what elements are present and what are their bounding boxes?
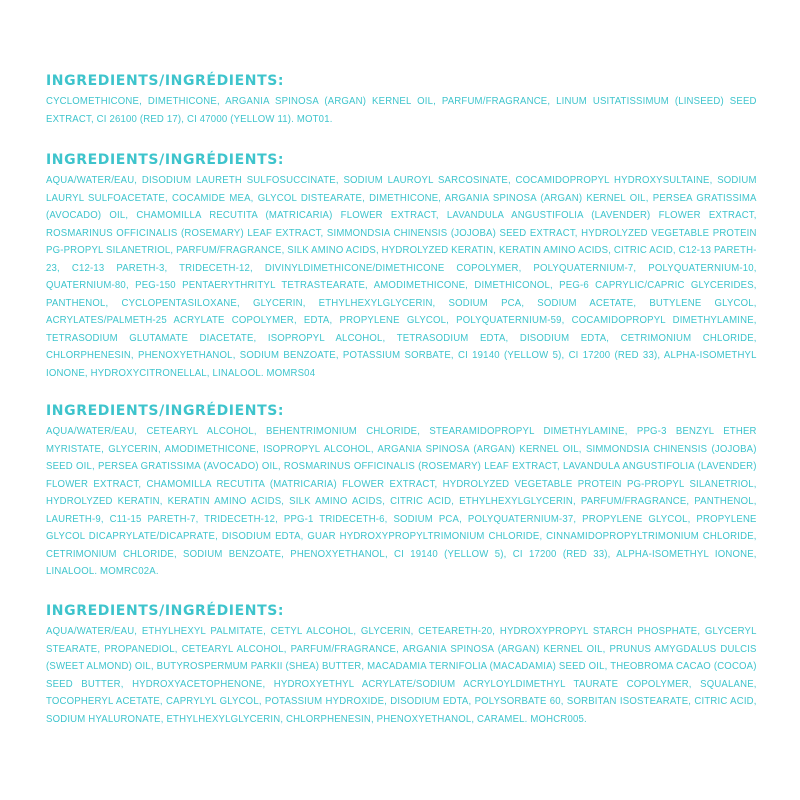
section-heading: INGREDIENTS/INGRÉDIENTS: (46, 73, 285, 89)
ingredients-list: AQUA/WATER/EAU, DISODIUM LAURETH SULFOSUCCINATE, SODIUM LAUROYL SARCOSINATE, COCAMIDOPROPYL HYDROXYSULTAINE, SODIUM LAURYL SULFOACETATE, COCAMIDE MEA, GLYCOL DISTEARATE, DIMETHICONE, ARGANIA SPINOSA (ARGAN) KERNEL OIL, PERSEA GRATISSIMA (AVOCADO) OIL, CHAMOMILLA RECUTITA (MATRICARIA) FLOWER EXTRACT, LAVANDULA ANGUSTIFOLIA (LAVENDER) FLOWER EXTRACT, ROSMARINUS OFFICINALIS (ROSEMARY) LEAF EXTRACT, SIMMONDSIA CHINENSIS (JOJOBA) SEED EXTRACT, HYDROLYZED VEGETABLE PROTEIN PG-PROPYL SILANETRIOL, PARFUM/FRAGRANCE, SILK AMINO ACIDS, HYDROLYZED KERATIN, KERATIN AMINO ACIDS, CITRIC ACID, C12-13 PARETH-23, C12-13 PARETH-3, TRIDECETH-12, DIVINYLDIMETHICONE/DIMETHICONE COPOLYMER, POLYQUATERNIUM-7, POLYQUATERNIUM-10, QUATERNIUM-80, PEG-150 PENTAERYTHRITYL TETRASTEARATE, AMODIMETHICONE, DIMETHICONOL, PEG-6 CAPRYLIC/CAPRIC GLYCERIDES, PANTHENOL, CYCLOPENTASILOXANE, GLYCERIN, ETHYLHEXYLGLYCERIN, SODIUM PCA, SODIUM ACETATE, BUTYLENE GLYCOL, ACRYLATES/PALMETH-25 ACRYLATE COPOLYMER, EDTA, PROPYLENE GLYCOL, POLYQUATERNIUM-59, COCAMIDOPROPYL DIMETHYLAMINE, TETRASODIUM GLUTAMATE DIACETATE, ISOPROPYL ALCOHOL, TETRASODIUM EDTA, DISODIUM EDTA, CETRIMONIUM CHLORIDE, CHLORPHENESIN, PHENOXYETHANOL, SODIUM BENZOATE, POTASSIUM SORBATE, CI 19140 (YELLOW 5), CI 17200 (RED 33), ALPHA-ISOMETHYL IONONE, HYDROXYCITRONELLAL, LINALOOL. MOMRS04 (46, 175, 757, 379)
ingredients-section-1 (46, 73, 756, 128)
ingredients-section-2 (46, 152, 756, 382)
ingredients-list: CYCLOMETHICONE, DIMETHICONE, ARGANIA SPINOSA (ARGAN) KERNEL OIL, PARFUM/FRAGRANCE, LINUM USITATISSIMUM (LINSEED) SEED EXTRACT, CI 26100 (RED 17), CI 47000 (YELLOW 11). MOT01. (46, 96, 757, 125)
section-heading: INGREDIENTS/INGRÉDIENTS: (46, 152, 285, 168)
section-heading: INGREDIENTS/INGRÉDIENTS: (46, 603, 285, 619)
section-heading: INGREDIENTS/INGRÉDIENTS: (46, 403, 285, 419)
ingredients-section-3 (46, 403, 756, 581)
ingredients-list: AQUA/WATER/EAU, CETEARYL ALCOHOL, BEHENTRIMONIUM CHLORIDE, STEARAMIDOPROPYL DIMETHYLAMINE, PPG-3 BENZYL ETHER MYRISTATE, GLYCERIN, AMODIMETHICONE, ISOPROPYL ALCOHOL, ARGANIA SPINOSA (ARGAN) KERNEL OIL, SIMMONDSIA CHINENSIS (JOJOBA) SEED OIL, PERSEA GRATISSIMA (AVOCADO) OIL, ROSMARINUS OFFICINALIS (ROSEMARY) LEAF EXTRACT, LAVANDULA ANGUSTIFOLIA (LAVENDER) FLOWER EXTRACT, CHAMOMILLA RECUTITA (MATRICARIA) FLOWER EXTRACT, HYDROLYZED VEGETABLE PROTEIN PG-PROPYL SILANETRIOL, HYDROLYZED KERATIN, KERATIN AMINO ACIDS, SILK AMINO ACIDS, CITRIC ACID, ETHYLHEXYLGLYCERIN, PARFUM/FRAGRANCE, PANTHENOL, LAURETH-9, C11-15 PARETH-7, TRIDECETH-12, PPG-1 TRIDECETH-6, SODIUM PCA, POLYQUATERNIUM-37, PROPYLENE GLYCOL, PROPYLENE GLYCOL DICAPRYLATE/DICAPRATE, DISODIUM EDTA, GUAR HYDROXYPROPYLTRIMONIUM CHLORIDE, CINNAMIDOPROPYLTRIMONIUM CHLORIDE, CETRIMONIUM CHLORIDE, SODIUM BENZOATE, PHENOXYETHANOL, CI 19140 (YELLOW 5), CI 17200 (RED 33), ALPHA-ISOMETHYL IONONE, LINALOOL. MOMRC02A. (46, 426, 757, 577)
ingredients-list: AQUA/WATER/EAU, ETHYLHEXYL PALMITATE, CETYL ALCOHOL, GLYCERIN, CETEARETH-20, HYDROXYPROPYL STARCH PHOSPHATE, GLYCERYL STEARATE, PROPANEDIOL, CETEARYL ALCOHOL, PARFUM/FRAGRANCE, ARGANIA SPINOSA (ARGAN) KERNEL OIL, PRUNUS AMYGDALUS DULCIS (SWEET ALMOND) OIL, BUTYROSPERMUM PARKII (SHEA) BUTTER, MACADAMIA TERNIFOLIA (MACADAMIA) SEED OIL, THEOBROMA CACAO (COCOA) SEED BUTTER, HYDROXYACETOPHENONE, HYDROXYETHYL ACRYLATE/SODIUM ACRYLOYLDIMETHYL TAURATE COPOLYMER, SQUALANE, TOCOPHERYL ACETATE, CAPRYLYL GLYCOL, POTASSIUM HYDROXIDE, DISODIUM EDTA, POLYSORBATE 60, SORBITAN ISOSTEARATE, CITRIC ACID, SODIUM HYALURONATE, ETHYLHEXYLGLYCERIN, CHLORPHENESIN, PHENOXYETHANOL, CARAMEL. MOHCR005. (46, 626, 757, 725)
ingredients-section-4 (46, 603, 756, 728)
